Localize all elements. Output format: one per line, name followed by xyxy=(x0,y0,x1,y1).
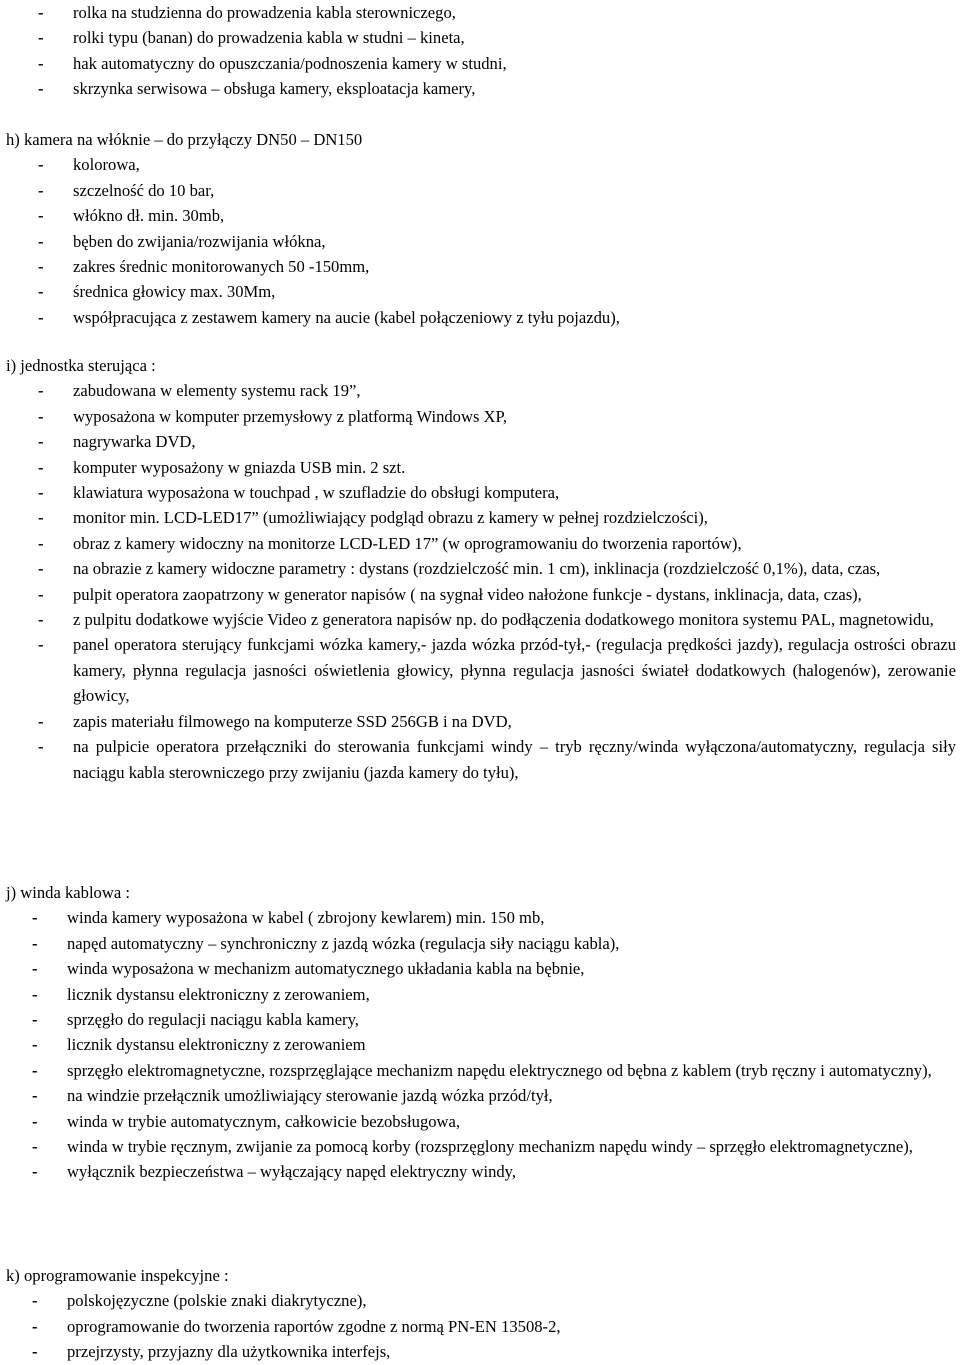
list-item-text: obraz z kamery widoczny na monitorze LCD-LED 17” (w oprogramowaniu do tworzenia raportów), xyxy=(73,533,742,553)
list-item-text: komputer wyposażony w gniazda USB min. 2 szt. xyxy=(73,457,406,477)
list-item xyxy=(0,982,960,1007)
list-item-text: współpracująca z zestawem kamery na aucie (kabel połączeniowy z tyłu pojazdu), xyxy=(73,307,620,327)
bullet-dash: - xyxy=(38,508,44,528)
list-item xyxy=(0,1159,960,1184)
list-item-text: bęben do zwijania/rozwijania włókna, xyxy=(73,231,326,251)
bullet-dash: - xyxy=(32,908,38,928)
list-item-text: średnica głowicy max. 30Mm, xyxy=(73,282,276,302)
list-item xyxy=(0,254,960,279)
list-item xyxy=(0,480,960,505)
bullet-dash: - xyxy=(38,53,44,73)
list-item-text: skrzynka serwisowa – obsługa kamery, eksploatacja kamery, xyxy=(73,79,476,99)
list-item xyxy=(0,556,960,581)
list-item xyxy=(0,505,960,530)
list-item-text: przejrzysty, przyjazny dla użytkownika interfejs, xyxy=(67,1342,391,1362)
list-item xyxy=(0,378,960,403)
list-item xyxy=(0,76,960,101)
bullet-dash: - xyxy=(32,1137,38,1157)
bullet-dash: - xyxy=(38,180,44,200)
bullet-dash: - xyxy=(38,432,44,452)
bullet-dash: - xyxy=(32,1162,38,1182)
list-item xyxy=(0,404,960,429)
bullet-dash: - xyxy=(38,457,44,477)
list-item-text: winda w trybie ręcznym, zwijanie za pomocą korby (rozsprzęglony mechanizm napędu windy – sprzęgło elektromagnetyczne), xyxy=(67,1137,913,1157)
list-item xyxy=(0,178,960,203)
list-item xyxy=(0,455,960,480)
list-item-text: z pulpitu dodatkowe wyjście Video z generatora napisów np. do podłączenia dodatkowego monitora systemu PAL, magnetowidu, xyxy=(73,610,934,630)
list-item-text: zapis materiału filmowego na komputerze SSD 256GB i na DVD, xyxy=(73,711,512,731)
bullet-dash: - xyxy=(38,533,44,553)
bullet-dash: - xyxy=(32,1060,38,1080)
bullet-dash: - xyxy=(38,559,44,579)
intro-list-block xyxy=(0,0,960,102)
list-item xyxy=(0,152,960,177)
bullet-dash: - xyxy=(38,231,44,251)
bullet-dash: - xyxy=(38,711,44,731)
bullet-dash: - xyxy=(38,155,44,175)
section-list xyxy=(0,905,960,1184)
section-list xyxy=(0,378,960,785)
list-item xyxy=(0,709,960,734)
bullet-dash: - xyxy=(32,933,38,953)
bullet-dash: - xyxy=(32,1111,38,1131)
bullet-dash: - xyxy=(32,1291,38,1311)
list-item xyxy=(0,1058,960,1083)
section-i-control-unit xyxy=(0,353,960,785)
list-item xyxy=(0,0,960,25)
list-item xyxy=(0,1134,960,1159)
list-item-text: hak automatyczny do opuszczania/podnoszenia kamery w studni, xyxy=(73,53,507,73)
section-heading: k) oprogramowanie inspekcyjne : xyxy=(6,1266,229,1285)
section-heading: j) winda kablowa : xyxy=(6,883,130,902)
bullet-dash: - xyxy=(38,483,44,503)
list-item xyxy=(0,734,960,785)
list-item-text: pulpit operatora zaopatrzony w generator napisów ( na sygnał video nałożone funkcje - dystans, inklinacja, data, czas), xyxy=(73,584,862,604)
bullet-dash: - xyxy=(32,1086,38,1106)
bullet-dash: - xyxy=(38,610,44,630)
list-item-text: winda w trybie automatycznym, całkowicie bezobsługowa, xyxy=(67,1111,461,1131)
list-item xyxy=(0,203,960,228)
list-item-text: szczelność do 10 bar, xyxy=(73,180,215,200)
list-item-text: napęd automatyczny – synchroniczny z jazdą wózka (regulacja siły naciągu kabla), xyxy=(67,933,620,953)
list-item-text: zabudowana w elementy systemu rack 19”, xyxy=(73,381,361,401)
section-heading: i) jednostka sterująca : xyxy=(6,356,156,375)
bullet-dash: - xyxy=(32,1316,38,1336)
list-item xyxy=(0,931,960,956)
bullet-dash: - xyxy=(38,28,44,48)
list-item-text: licznik dystansu elektroniczny z zerowaniem, xyxy=(67,984,370,1004)
list-item xyxy=(0,1109,960,1134)
list-item-text: licznik dystansu elektroniczny z zerowaniem xyxy=(67,1035,366,1055)
list-item xyxy=(0,1083,960,1108)
bullet-dash: - xyxy=(32,984,38,1004)
list-item-text: sprzęgło do regulacji naciągu kabla kamery, xyxy=(67,1010,359,1030)
list-item-text: monitor min. LCD-LED17” (umożliwiający podgląd obrazu z kamery w pełnej rozdzielczości), xyxy=(73,508,708,528)
list-item-text: oprogramowanie do tworzenia raportów zgodne z normą PN-EN 13508-2, xyxy=(67,1316,561,1336)
bullet-dash: - xyxy=(32,1035,38,1055)
list-item-text: na windzie przełącznik umożliwiający sterowanie jazdą wózka przód/tył, xyxy=(67,1086,553,1106)
list-item xyxy=(0,582,960,607)
list-item xyxy=(0,1007,960,1032)
list-item xyxy=(0,956,960,981)
list-item-text: rolki typu (banan) do prowadzenia kabla w studni – kineta, xyxy=(73,28,465,48)
list-item xyxy=(0,1032,960,1057)
section-heading: h) kamera na włóknie – do przyłączy DN50 – DN150 xyxy=(6,130,363,149)
list-item-text: włókno dł. min. 30mb, xyxy=(73,206,225,226)
bullet-dash: - xyxy=(38,206,44,226)
list-item xyxy=(0,429,960,454)
list-item xyxy=(0,25,960,50)
list-item-text: kolorowa, xyxy=(73,155,140,175)
bullet-dash: - xyxy=(32,1010,38,1030)
bullet-dash: - xyxy=(38,635,44,655)
list-item xyxy=(0,305,960,330)
list-item-text: na obrazie z kamery widoczne parametry : dystans (rozdzielczość min. 1 cm), inklinacja (rozdzielczość 0,1%), data, czas, xyxy=(73,559,881,579)
list-item-text: klawiatura wyposażona w touchpad , w szufladzie do obsługi komputera, xyxy=(73,483,560,503)
section-h-camera-fiber xyxy=(0,127,960,330)
section-list xyxy=(0,152,960,330)
section-k-inspection-software xyxy=(0,1263,960,1365)
list-item-text: sprzęgło elektromagnetyczne, rozsprzęglające mechanizm napędu elektrycznego od bębna z kablem (tryb ręczny i automatyczny), xyxy=(67,1060,932,1080)
list-item-text: winda wyposażona w mechanizm automatycznego układania kabla na bębnie, xyxy=(67,959,585,979)
list-item-text: na pulpicie operatora przełączniki do sterowania funkcjami windy – tryb ręczny/winda wyłączona/automatyczny, regulacja siły naciągu kabla sterowniczego przy zwijaniu (jazda kamery do tyłu), xyxy=(73,737,956,782)
list-item xyxy=(0,51,960,76)
list-item xyxy=(0,279,960,304)
bullet-dash: - xyxy=(38,406,44,426)
list-item-text: panel operatora sterujący funkcjami wózka kamery,- jazda wózka przód-tył,- (regulacja prędkości jazdy), regulacja ostrości obrazu kamery, płynna regulacja jasności oświetlenia głowicy, płynna regulacja jasności świateł dodatkowych (halogenów), zerowanie głowicy, xyxy=(73,635,956,706)
list-item xyxy=(0,229,960,254)
list-item xyxy=(0,1339,960,1364)
bullet-dash: - xyxy=(32,1342,38,1362)
list-item-text: wyłącznik bezpieczeństwa – wyłączający napęd elektryczny windy, xyxy=(67,1162,517,1182)
bullet-dash: - xyxy=(38,79,44,99)
section-list xyxy=(0,1288,960,1364)
bullet-dash: - xyxy=(38,3,44,22)
list-item xyxy=(0,1314,960,1339)
section-j-cable-winch xyxy=(0,880,960,1185)
list-item xyxy=(0,905,960,930)
list-item xyxy=(0,1288,960,1313)
list-item xyxy=(0,531,960,556)
list-item-text: wyposażona w komputer przemysłowy z platformą Windows XP, xyxy=(73,406,508,426)
bullet-dash: - xyxy=(38,257,44,277)
list-item-text: winda kamery wyposażona w kabel ( zbrojony kewlarem) min. 150 mb, xyxy=(67,908,545,928)
bullet-dash: - xyxy=(38,737,44,757)
bullet-dash: - xyxy=(38,381,44,401)
list-item-text: polskojęzyczne (polskie znaki diakrytyczne), xyxy=(67,1291,367,1311)
list-item xyxy=(0,607,960,632)
bullet-dash: - xyxy=(38,307,44,327)
bullet-dash: - xyxy=(32,959,38,979)
list-item-text: zakres średnic monitorowanych 50 -150mm, xyxy=(73,257,370,277)
list-item-text: nagrywarka DVD, xyxy=(73,432,196,452)
bullet-dash: - xyxy=(38,584,44,604)
list-item xyxy=(0,632,960,708)
intro-list xyxy=(0,0,960,102)
bullet-dash: - xyxy=(38,282,44,302)
list-item-text: rolka na studziennа do prowadzenia kabla sterowniczego, xyxy=(73,3,456,22)
